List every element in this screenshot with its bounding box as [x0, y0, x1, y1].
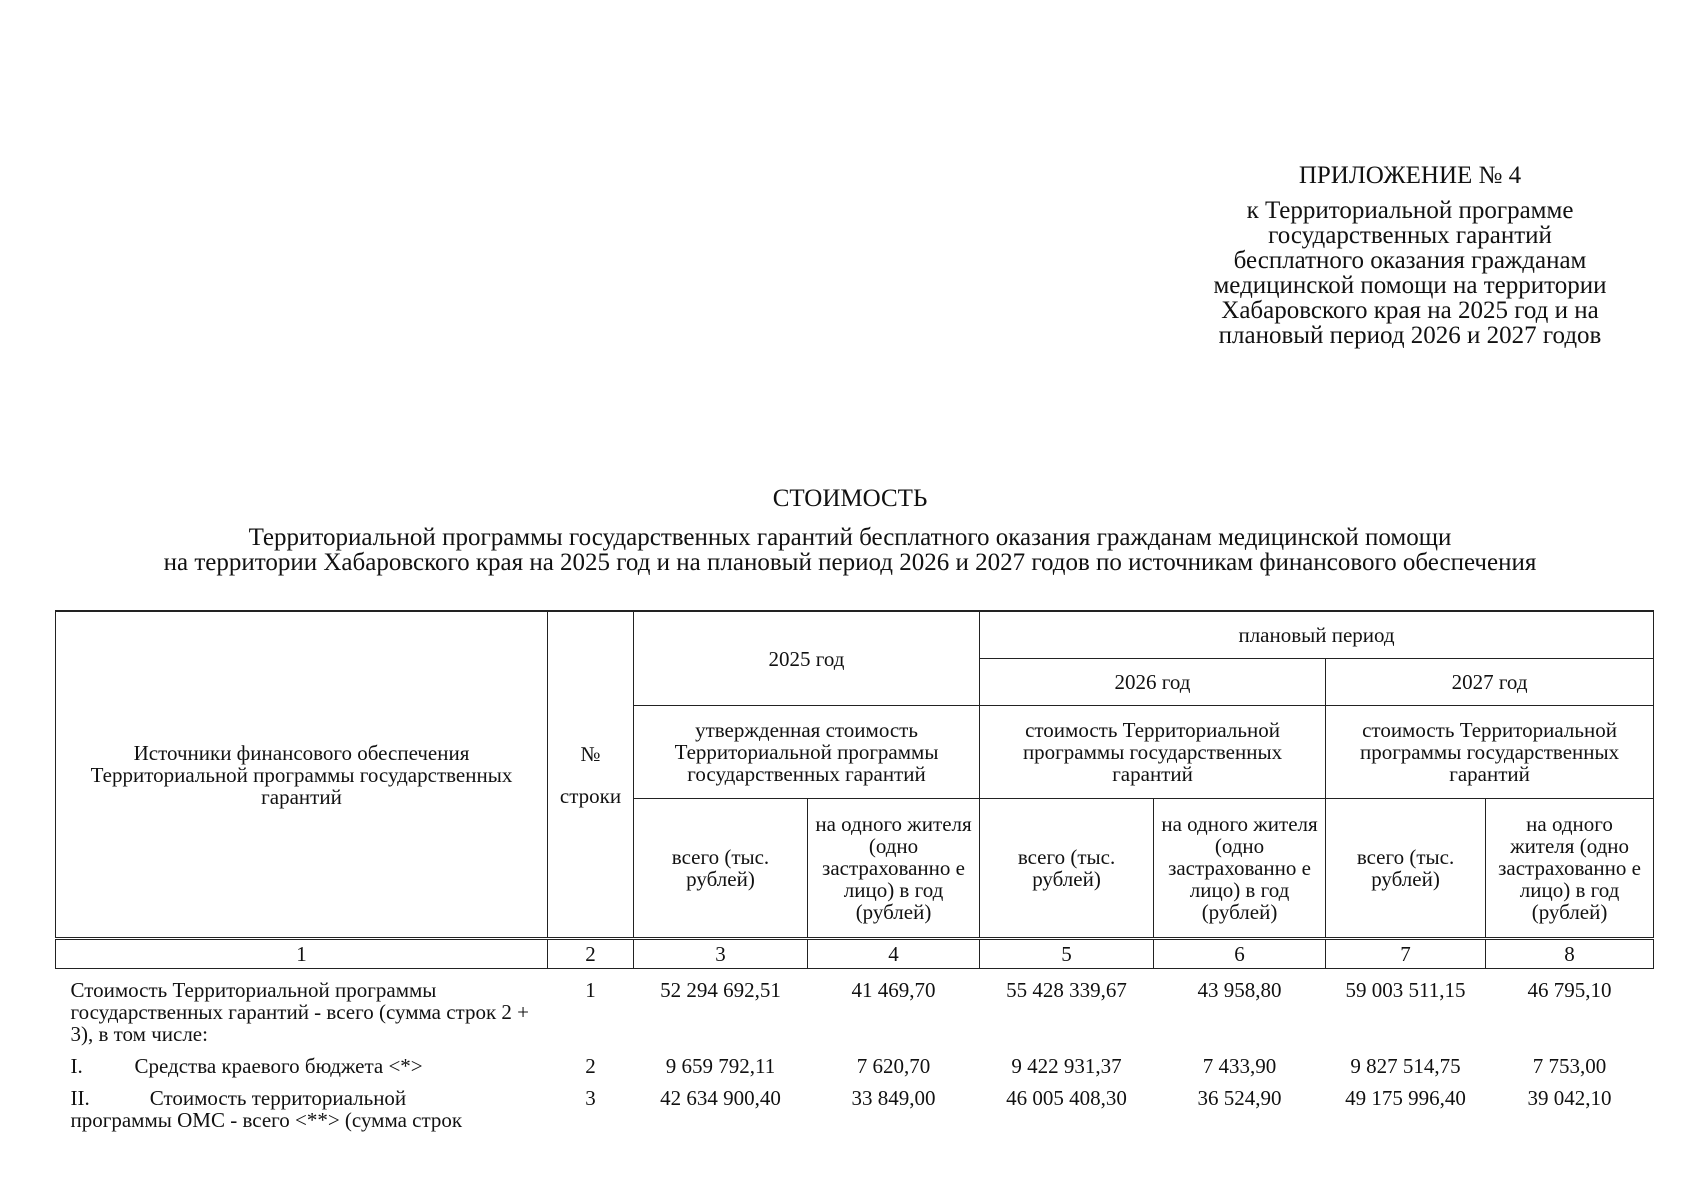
header-year-2025: 2025 год [634, 611, 980, 706]
column-number: 4 [808, 939, 980, 969]
header-sources: Источники финансового обеспечения Территориальной программы государственных гарантий [56, 611, 548, 939]
appendix-line: медицинской помощи на территории [1213, 272, 1607, 299]
row-roman-numeral: II. [70, 1086, 90, 1110]
cell-value: 39 042,10 [1527, 1086, 1612, 1110]
cell-value: 49 175 996,40 [1345, 1086, 1466, 1110]
row-label-text: Стоимость территориальной [149, 1086, 407, 1110]
cost-table [55, 610, 1654, 1131]
column-number: 1 [56, 939, 548, 969]
column-number: 3 [634, 939, 808, 969]
header-total-2025: всего (тыс. рублей) [634, 799, 808, 939]
cell-value: 7 620,70 [856, 1054, 931, 1078]
header-desc-2027: стоимость Территориальной программы государственных гарантий [1326, 706, 1654, 799]
row-line-number: 3 [585, 1086, 596, 1110]
cell-value: 7 753,00 [1532, 1054, 1607, 1078]
header-total-2026: всего (тыс. рублей) [980, 799, 1154, 939]
title-main: СТОИМОСТЬ [772, 485, 928, 512]
row-line-number: 2 [585, 1054, 596, 1078]
cell-value: 55 428 339,67 [1006, 978, 1127, 1002]
header-line-number [548, 611, 634, 939]
cell-value: 43 958,80 [1197, 978, 1282, 1002]
cell-value: 42 634 900,40 [660, 1086, 781, 1110]
column-number: 2 [548, 939, 634, 969]
header-per-capita-2026: на одного жителя (одно застрахованно е лицо) в год (рублей) [1154, 799, 1326, 939]
column-number: 7 [1326, 939, 1486, 969]
column-number: 6 [1154, 939, 1326, 969]
appendix-line: к Территориальной программе [1246, 197, 1574, 224]
cell-value: 36 524,90 [1197, 1086, 1282, 1110]
header-desc-2025: утвержденная стоимость Территориальной программы государственных гарантий [634, 706, 980, 799]
cell-value: 52 294 692,51 [660, 978, 781, 1002]
row-line-number: 1 [585, 978, 596, 1002]
row-label-second-line: программы ОМС - всего <**> (сумма строк [70, 1108, 463, 1132]
header-year-2027: 2027 год [1326, 659, 1654, 706]
line-number-symbol: № [580, 741, 601, 766]
header-per-capita-2025: на одного жителя (одно застрахованно е лицо) в год (рублей) [808, 799, 980, 939]
column-number-row [56, 939, 1654, 969]
appendix-line: бесплатного оказания гражданам [1233, 247, 1587, 274]
cell-value: 9 422 931,37 [1011, 1054, 1122, 1078]
header-per-capita-2027: на одного жителя (одно застрахованно е лицо) в год (рублей) [1486, 799, 1654, 939]
title-line: на территории Хабаровского края на 2025 год и на плановый период 2026 и 2027 годов по источникам финансового обеспечения [163, 549, 1537, 576]
line-number-word: строки [559, 783, 622, 808]
appendix-line: государственных гарантий [1268, 222, 1552, 249]
cell-value: 41 469,70 [851, 978, 936, 1002]
cell-value: 46 795,10 [1527, 978, 1612, 1002]
header-desc-2026: стоимость Территориальной программы государственных гарантий [980, 706, 1326, 799]
row-label-text: Средства краевого бюджета <*> [134, 1054, 423, 1078]
header-total-2027: всего (тыс. рублей) [1326, 799, 1486, 939]
appendix-block [1175, 163, 1645, 348]
row-label: Стоимость Территориальной программы государственных гарантий - всего (сумма строк 2 + 3), в том числе: [70, 978, 530, 1046]
header-year-2026: 2026 год [980, 659, 1326, 706]
column-number: 5 [980, 939, 1154, 969]
cell-value: 33 849,00 [851, 1086, 936, 1110]
row-roman-numeral: I. [70, 1054, 83, 1078]
header-planned-period: плановый период [980, 611, 1654, 659]
appendix-heading: ПРИЛОЖЕНИЕ № 4 [1298, 162, 1522, 189]
title-line: Территориальной программы государственных гарантий бесплатного оказания гражданам медицинской помощи [248, 524, 1452, 551]
cell-value: 59 003 511,15 [1345, 978, 1466, 1002]
cell-value: 46 005 408,30 [1006, 1086, 1127, 1110]
cell-value: 9 827 514,75 [1350, 1054, 1461, 1078]
cell-value: 9 659 792,11 [665, 1054, 776, 1078]
table-row [56, 1077, 1654, 1131]
document-title [40, 486, 1660, 575]
row-label-first-line [71, 1087, 542, 1109]
appendix-line: плановый период 2026 и 2027 годов [1218, 322, 1602, 349]
appendix-line: Хабаровского края на 2025 год и на [1221, 297, 1599, 324]
cell-value: 7 433,90 [1202, 1054, 1277, 1078]
row-label [56, 1077, 548, 1131]
table-row [56, 1045, 1654, 1077]
column-number: 8 [1486, 939, 1654, 969]
table-row [56, 969, 1654, 1046]
row-label [56, 1045, 548, 1077]
